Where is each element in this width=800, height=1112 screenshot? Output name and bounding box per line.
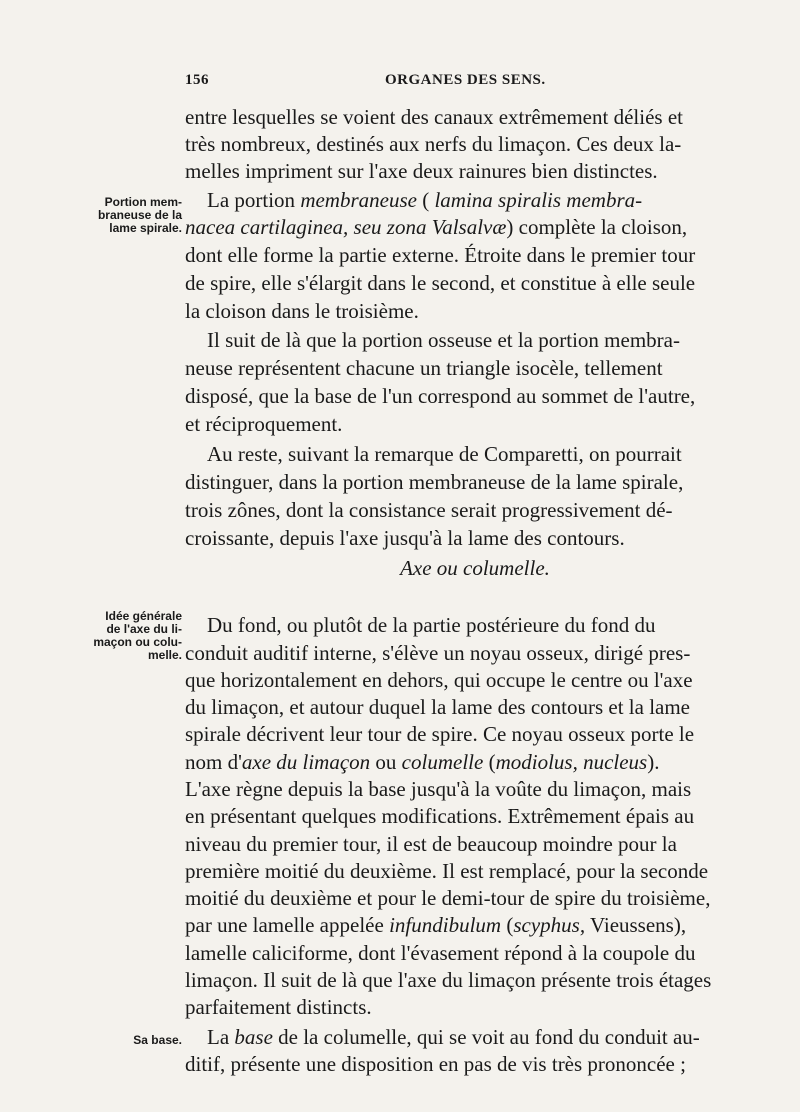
text-run: melles impriment sur l'axe deux rainures bien distinctes. — [185, 159, 658, 183]
text-line — [185, 525, 765, 552]
margin-note-line: Portion mem- — [104, 195, 182, 209]
text-line — [185, 912, 765, 939]
text-line — [185, 721, 765, 748]
text-run: ( — [416, 188, 435, 212]
margin-note-line: maçon ou colu- — [93, 635, 182, 649]
text-line — [185, 967, 765, 994]
italic-term: columelle — [401, 750, 484, 774]
text-line — [185, 885, 765, 912]
margin-note-line: Idée générale — [105, 609, 182, 623]
text-run: spirale décrivent leur tour de spire. Ce noyau osseux porte le — [185, 722, 695, 746]
text-run: conduit auditif interne, s'élève un noyau osseux, dirigé pres- — [185, 641, 691, 665]
text-line — [185, 298, 765, 325]
text-line — [185, 940, 765, 967]
text-line — [185, 994, 765, 1021]
margin-note — [70, 610, 182, 662]
section-heading — [185, 555, 765, 582]
margin-note-line: de l'axe du li- — [106, 622, 182, 636]
text-run: disposé, que la base de l'un correspond au sommet de l'autre, — [185, 384, 696, 408]
text-line — [185, 749, 765, 776]
text-run: Vieussens), — [585, 913, 687, 937]
text-line — [185, 831, 765, 858]
text-line — [185, 411, 765, 438]
margin-note — [70, 1034, 182, 1047]
text-run: et réciproquement. — [185, 412, 343, 436]
text-run: trois zônes, dont la consistance serait progressivement dé- — [185, 498, 673, 522]
text-line — [185, 858, 765, 885]
text-run: Il suit de là que la portion osseuse et la portion membra- — [207, 328, 680, 352]
margin-note-line: braneuse de la — [97, 208, 182, 222]
text-line — [185, 1051, 765, 1078]
text-run: très nombreux, destinés aux nerfs du limaçon. Ces deux la- — [185, 132, 682, 156]
text-line — [207, 327, 765, 354]
margin-note-line: melle. — [147, 648, 182, 662]
text-line — [185, 214, 765, 241]
text-line — [185, 131, 765, 158]
text-line — [207, 187, 765, 214]
text-line — [185, 158, 765, 185]
text-line — [185, 104, 765, 131]
margin-note — [70, 196, 182, 235]
text-line — [185, 776, 765, 803]
text-run: entre lesquelles se voient des canaux extrêmement déliés et — [185, 105, 683, 129]
italic-term: Axe ou columelle. — [400, 556, 550, 580]
text-run: nom d' — [185, 750, 242, 774]
text-run: la cloison dans le troisième. — [185, 299, 419, 323]
text-run: en présentant quelques modifications. Extrêmement épais au — [185, 804, 695, 828]
text-run: parfaitement distincts. — [185, 995, 372, 1019]
text-run: distinguer, dans la portion membraneuse de la lame spirale, — [185, 470, 684, 494]
italic-term: infundibulum — [389, 913, 502, 937]
text-line — [185, 667, 765, 694]
italic-term: lamina spiralis membra- — [434, 188, 643, 212]
text-line — [185, 270, 765, 297]
text-run: par une lamelle appelée — [185, 913, 390, 937]
text-line — [207, 441, 765, 468]
text-run: première moitié du deuxième. Il est remplacé, pour la seconde — [185, 859, 709, 883]
text-line — [185, 469, 765, 496]
text-line — [185, 640, 765, 667]
italic-term: modiolus, nucleus — [495, 750, 648, 774]
text-run: ditif, présente une disposition en pas de vis très prononcée ; — [185, 1052, 686, 1076]
page-header — [185, 72, 765, 94]
italic-term: axe du limaçon — [241, 750, 371, 774]
text-line — [207, 612, 765, 639]
text-run: niveau du premier tour, il est de beaucoup moindre pour la — [185, 832, 677, 856]
text-run: ). — [647, 750, 660, 774]
text-run: La — [207, 1025, 235, 1049]
text-line — [185, 497, 765, 524]
text-run: ( — [501, 913, 514, 937]
running-title: ORGANES DES SENS. — [385, 72, 546, 88]
italic-term: membraneuse — [300, 188, 417, 212]
text-run: La portion — [207, 188, 301, 212]
text-line — [185, 242, 765, 269]
page-number: 156 — [185, 72, 209, 88]
text-line — [185, 355, 765, 382]
margin-note-line: Sa base. — [133, 1033, 182, 1047]
text-run: ou — [370, 750, 402, 774]
text-run: du limaçon, et autour duquel la lame des contours et la lame — [185, 695, 691, 719]
text-run: de la columelle, qui se voit au fond du conduit au- — [272, 1025, 700, 1049]
text-run: limaçon. Il suit de là que l'axe du limaçon présente trois étages — [185, 968, 712, 992]
text-line — [185, 803, 765, 830]
text-line — [185, 383, 765, 410]
text-line — [185, 694, 765, 721]
text-run: Au reste, suivant la remarque de Comparetti, on pourrait — [207, 442, 682, 466]
text-run: Du fond, ou plutôt de la partie postérieure du fond du — [207, 613, 656, 637]
italic-term: nacea cartilaginea, seu zona Valsalvæ — [185, 215, 507, 239]
text-run: dont elle forme la partie externe. Étroite dans le premier tour — [185, 243, 696, 267]
text-run: que horizontalement en dehors, qui occupe le centre ou l'axe — [185, 668, 693, 692]
text-line — [207, 1024, 765, 1051]
text-run: moitié du deuxième et pour le demi-tour de spire du troisième, — [185, 886, 711, 910]
text-run: L'axe règne depuis la base jusqu'à la voûte du limaçon, mais — [185, 777, 692, 801]
text-run: ) complète la cloison, — [506, 215, 688, 239]
italic-term: base — [234, 1025, 273, 1049]
text-run: lamelle caliciforme, dont l'évasement répond à la coupole du — [185, 941, 696, 965]
text-run: ( — [483, 750, 496, 774]
italic-term: scyphus, — [513, 913, 586, 937]
margin-note-line: lame spirale. — [109, 221, 182, 235]
text-run: croissante, depuis l'axe jusqu'à la lame des contours. — [185, 526, 625, 550]
text-run: neuse représentent chacune un triangle isocèle, tellement — [185, 356, 663, 380]
text-run: de spire, elle s'élargit dans le second, et constitue à elle seule — [185, 271, 696, 295]
